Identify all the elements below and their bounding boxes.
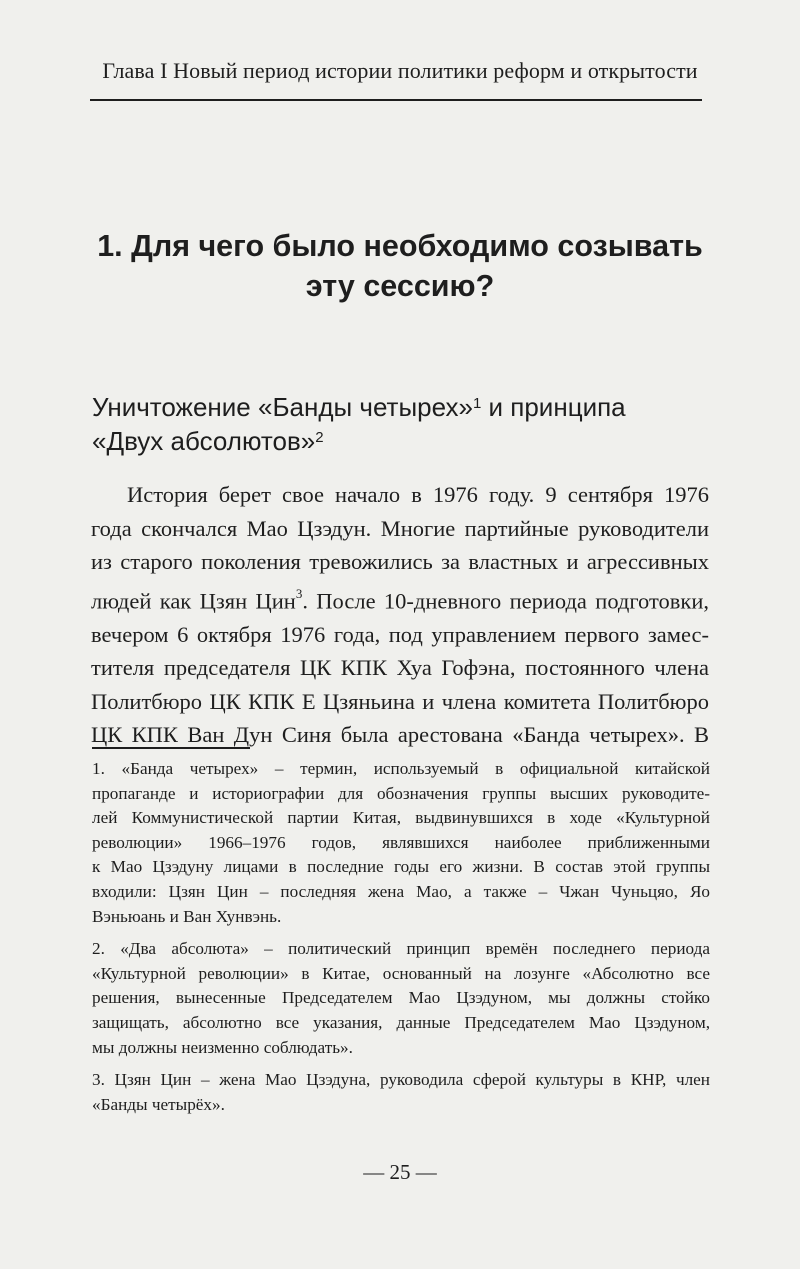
chapter-title-line-2: эту сессию? (305, 269, 495, 303)
body-line: тителя председателя ЦК КПК Хуа Гофэна, постоянного члена (91, 655, 709, 680)
footnote-3 (92, 1068, 710, 1117)
footnotes (92, 757, 710, 1125)
footnote-line: мы должны неизменно соблюдать». (92, 1037, 353, 1057)
body-line: Политбюро ЦК КПК Е Цзяньина и члена комитета Политбюро (91, 688, 709, 714)
body-paragraph (91, 478, 709, 752)
footnote-line: лей Коммунистической партии Китая, выдвинувшихся в ходе «Культурной (92, 808, 710, 828)
section-title-line-1 (92, 390, 712, 424)
footnote-rule (92, 747, 250, 749)
footnote-line: 2. «Два абсолюта» – политический принцип времён последнего периода (92, 939, 710, 959)
body-line-part: людей как Цзян Цин (91, 588, 296, 613)
chapter-title-line-1: 1. Для чего было необходимо созывать (97, 229, 703, 263)
body-line-part: . После 10-дневного периода подготовки, (302, 588, 709, 613)
footnote-line: защищать, абсолютно все указания, данные Председателем Мао Цзэдуном, (92, 1012, 710, 1032)
footnote-line: пропаганде и историографии для обозначения группы высших руководите- (92, 783, 710, 803)
body-line: История берет свое начало в 1976 году. 9 сентября 1976 (127, 482, 709, 507)
footnote-line: к Мао Цзэдуну лицами в последние годы его жизни. В состав этой группы (92, 857, 710, 877)
footnote-line: 3. Цзян Цин – жена Мао Цзэдуна, руководила сферой культуры в КНР, член (92, 1070, 710, 1090)
section-title-tail: и принципа (481, 392, 626, 422)
body-line: года скончался Мао Цзэдун. Многие партийные руководители (91, 515, 709, 541)
body-line: ЦК КПК Ван Дун Синя была арестована «Банда четырех». В (91, 722, 709, 747)
footnote-line: «Культурной революции» в Китае, основанный на лозунге «Абсолютно все (92, 963, 710, 983)
footnote-line: «Банды четырёх». (92, 1094, 225, 1114)
chapter-title (70, 226, 730, 306)
page-number: — 25 — (363, 1160, 437, 1184)
running-head: Глава I Новый период истории политики реформ и открытости (102, 58, 698, 83)
footnote-line: революции» 1966–1976 годов, являвшихся наиболее приближенными (92, 832, 710, 852)
footnote-line: Вэньюань и Ван Хунвэнь. (92, 906, 282, 926)
body-line: вечером 6 октября 1976 года, под управлением первого замес- (91, 621, 709, 647)
footnote-ref-3: 3 (295, 585, 303, 601)
body-line (91, 579, 709, 618)
header-rule (90, 99, 702, 101)
footnote-line: 1. «Банда четырех» – термин, используемый в официальной китайской (92, 759, 710, 778)
section-title-line-2 (92, 424, 712, 458)
footnote-ref-2: 2 (315, 429, 324, 446)
section-title-text-2: «Двух абсолютов» (92, 426, 316, 456)
footnote-line: решения, вынесенные Председателем Мао Цзэдуном, мы должны стойко (92, 988, 710, 1008)
footnote-1 (92, 757, 710, 929)
section-title (92, 390, 712, 458)
section-title-text-1: Уничтожение «Банды четырех» (92, 392, 473, 422)
footnote-ref-1: 1 (472, 395, 482, 412)
body-line: из старого поколения тревожились за властных и агрессивных (91, 549, 709, 574)
footnote-2 (92, 937, 710, 1060)
footnote-line: входили: Цзян Цин – последняя жена Мао, а также – Чжан Чуньцяо, Яо (92, 881, 710, 901)
